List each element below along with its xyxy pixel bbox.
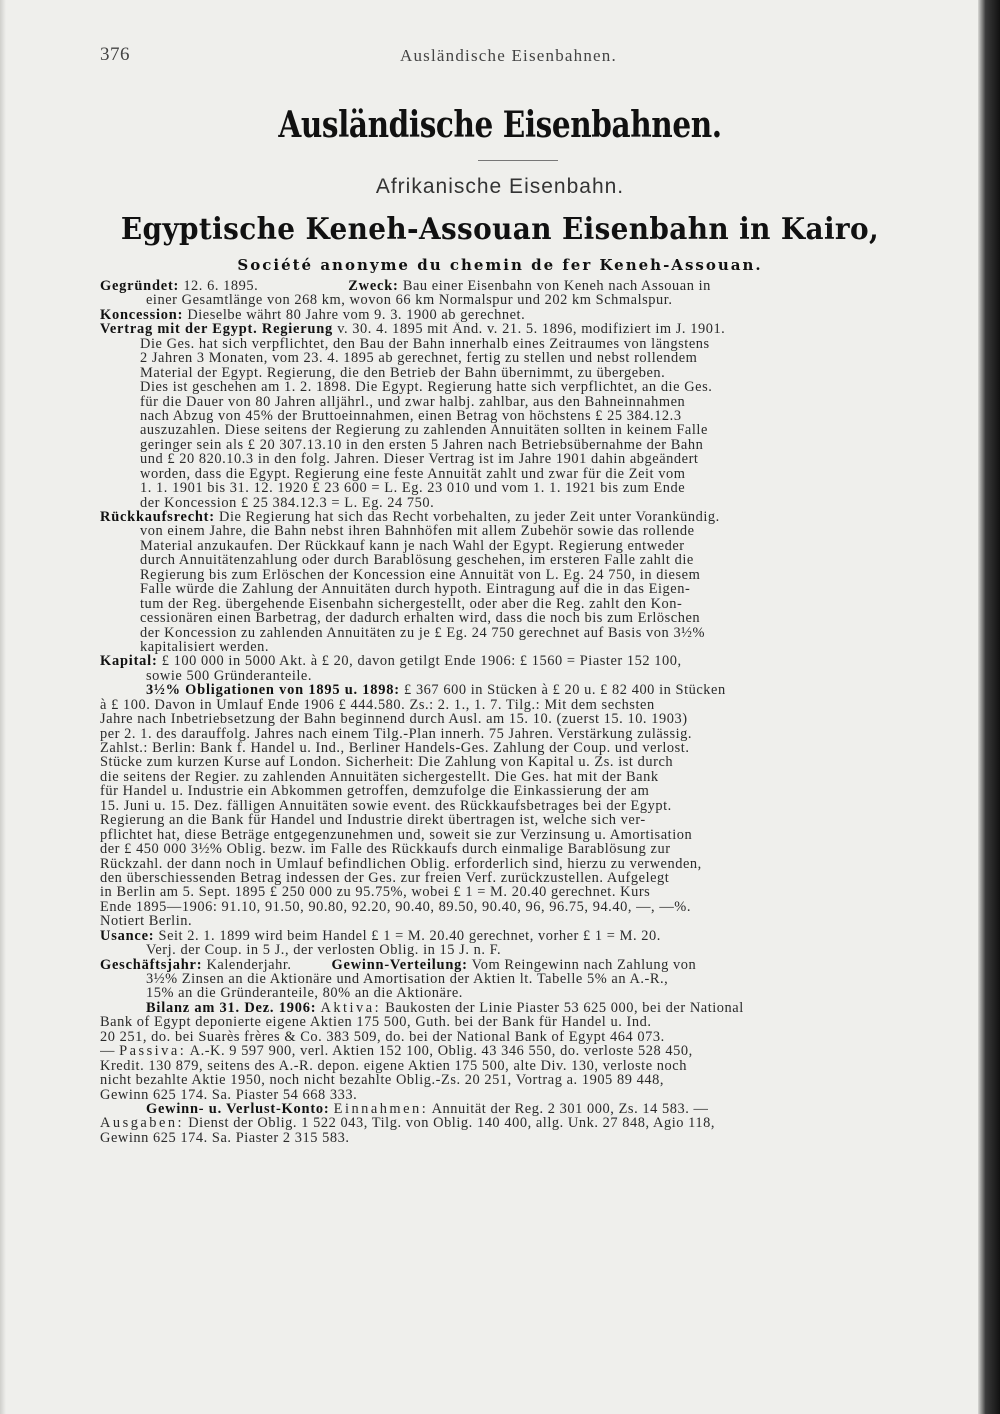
text-line: Falle würde die Zahlung der Annuitäten durch hypoth. Eintragung auf die in das Eigen- — [140, 582, 691, 597]
text-line: — Passiva: A.-K. 9 597 900, verl. Aktien 152 100, Oblig. 43 346 550, do. verloste 528 450, — [100, 1044, 693, 1059]
text-line: Usance: Seit 2. 1. 1899 wird beim Handel £ 1 = M. 20.40 gerechnet, vorher £ 1 = M. 20. — [100, 928, 661, 944]
text-line: durch Annuitätenzahlung oder durch Barablösung geschehen, im ersteren Falle zahlt die — [140, 553, 694, 568]
text-line: Ausgaben: Dienst der Oblig. 1 522 043, Tilg. von Oblig. 140 400, allg. Unk. 27 848, Agio 118, — [100, 1116, 716, 1131]
text-line: Jahre nach Inbetriebsetzung der Bahn beginnend durch Ausl. am 15. 10. (zuerst 15. 10. 1903) — [100, 712, 688, 727]
label-ausgaben: Ausgaben: — [100, 1116, 185, 1131]
text-line: tum der Reg. übergehende Eisenbahn sichergestellt, oder aber die Reg. zahlt den Kon- — [140, 596, 683, 612]
text-line: den überschiessenden Betrag indessen der Ges. zur freien Verf. zurückzustellen. Aufgelegt — [100, 870, 670, 886]
text-line: für Handel u. Industrie ein Abkommen getroffen, demzufolge die Einkassierung der am — [100, 784, 650, 799]
label-gewinn-verteilung: Gewinn-Verteilung: — [331, 957, 468, 972]
label-rueckkaufsrecht: Rückkaufsrecht: — [100, 510, 215, 525]
text-line: 15% an die Gründeranteile, 80% an die Aktionäre. — [146, 986, 463, 1001]
label-passiva: Passiva: — [119, 1044, 187, 1059]
label-gv-konto: Gewinn- u. Verlust-Konto: — [146, 1101, 330, 1117]
text-line: 1. 1. 1901 bis 31. 12. 1920 £ 23 600 = L. Eg. 23 010 und vom 1. 1. 1921 bis zum Ende — [140, 481, 686, 496]
text-line: Ende 1895—1906: 91.10, 91.50, 90.80, 92.20, 90.40, 89.50, 90.40, 96, 96.75, 94.40, —, —%. — [100, 899, 691, 915]
text-line: in Berlin am 5. Sept. 1895 £ 250 000 zu 95.75%, wobei £ 1 = M. 20.40 gerechnet. Kurs — [100, 885, 651, 900]
text-line: Regierung an die Bank für Handel und Industrie direkt übertragen ist, welche sich ver- — [100, 813, 646, 828]
text-line: pflichtet hat, diese Beträge entgegenzunehmen und, soweit sie zur Verzinsung u. Amortisation — [100, 827, 693, 843]
text-line: Koncession: Dieselbe währt 80 Jahre vom 9. 3. 1900 ab gerechnet. — [100, 307, 526, 323]
text-line: Dies ist geschehen am 1. 2. 1898. Die Egypt. Regierung hatte sich verpflichtet, an die Ges. — [140, 380, 713, 395]
text-line: Stücke zum kurzen Kurse auf London. Sicherheit: Die Zahlung von Kapital u. Zs. ist durch — [100, 755, 674, 770]
label-obligationen: 3½% Obligationen von 1895 u. 1898: — [146, 683, 400, 698]
text-line: geringer sein als £ 20 307.13.10 in den ersten 5 Jahren nach Betriebsübernahme der Bahn — [140, 437, 704, 453]
text-line: Gewinn 625 174. Sa. Piaster 54 668 333. — [100, 1087, 358, 1102]
text-line: 20 251, do. bei Suarès frères & Co. 383 509, do. bei der National Bank of Egypt 464 073. — [100, 1029, 665, 1045]
text-line: Bilanz am 31. Dez. 1906: Aktiva: Baukosten der Linie Piaster 53 625 000, bei der National — [146, 1000, 744, 1016]
text-line: Material anzukaufen. Der Rückkauf kann je nach Wahl der Egypt. Regierung entweder — [140, 538, 685, 554]
text-line: Kredit. 130 879, seitens des A.-R. depon. eigene Aktien 175 500, alte Div. 130, verloste noch — [100, 1058, 687, 1074]
page-edge-right — [978, 0, 1000, 1414]
label-aktiva: Aktiva: — [320, 1000, 382, 1016]
label-geschaeftsjahr: Geschäftsjahr: — [100, 957, 203, 972]
text-line: einer Gesamtlänge von 268 km, wovon 66 km Normalspur und 202 km Schmalspur. — [146, 293, 673, 308]
text-line: nicht bezahlte Aktie 1950, noch nicht bezahlte Oblig.-Zs. 20 251, Vortrag a. 1905 89 448, — [100, 1073, 664, 1088]
text-line: Rückkaufsrecht: Die Regierung hat sich das Recht vorbehalten, zu jeder Zeit unter Vorankündig. — [100, 510, 720, 525]
text-line: von einem Jahre, die Bahn nebst ihren Bahnhöfen mit allem Zubehör sowie das rollende — [140, 524, 695, 539]
label-gegruendet: Gegründet: — [100, 279, 180, 294]
title-divider — [478, 160, 558, 161]
text-line: Gewinn 625 174. Sa. Piaster 2 315 583. — [100, 1130, 350, 1146]
text-line: Kapital: £ 100 000 in 5000 Akt. à £ 20, davon getilgt Ende 1906: £ 1560 = Piaster 152 100, — [100, 654, 682, 669]
label-zweck: Zweck: — [348, 279, 399, 294]
text-line: für die Dauer von 80 Jahren alljährl., und zwar halbj. zahlbar, aus den Bahneinnahmen — [140, 394, 686, 409]
company-subtitle: Société anonyme du chemin de fer Keneh-Assouan. — [237, 256, 763, 274]
text-line: kapitalisiert werden. — [140, 639, 270, 655]
text-line: worden, dass die Egypt. Regierung eine feste Annuität zahlt und zwar für die Zeit vom — [140, 466, 686, 482]
text-line: Verj. der Coup. in 5 J., der verlosten Oblig. in 15 J. n. F. — [146, 943, 502, 958]
page-number: 376 — [100, 44, 130, 65]
text-line: Material der Egypt. Regierung, die den Betrieb der Bahn übernimmt, zu übergeben. — [140, 365, 666, 381]
text-line: cessionären einen Barbetrag, der dadurch erhalten wird, dass die noch bis zum Erlöschen — [140, 611, 701, 626]
text-line: nach Abzug von 45% der Bruttoeinnahmen, einen Betrag von höchstens £ 25 384.12.3 — [140, 408, 682, 424]
text-line: 2 Jahren 3 Monaten, vom 23. 4. 1895 ab gerechnet, fertig zu stellen und nebst rollendem — [140, 351, 698, 366]
text-line: Gegründet: 12. 6. 1895. Zweck: Bau einer Eisenbahn von Keneh nach Assouan in — [100, 279, 711, 294]
text-line: 3½% Obligationen von 1895 u. 1898: £ 367 600 in Stücken à £ 20 u. £ 82 400 in Stücken — [146, 683, 726, 698]
text-line: die seitens der Regier. zu zahlenden Annuitäten sichergestellt. Die Ges. hat mit der Bank — [100, 769, 659, 785]
text-line: Rückzahl. der dann noch in Umlauf befindlichen Oblig. erforderlich sind, hierzu zu verwenden, — [100, 856, 702, 871]
label-vertrag: Vertrag mit der Egypt. Regierung — [100, 322, 334, 337]
page-edge-left — [0, 0, 6, 1414]
text-line: Die Ges. hat sich verpflichtet, den Bau der Bahn innerhalb eines Zeitraumes von längstens — [140, 336, 710, 352]
text-line: sowie 500 Gründeranteile. — [146, 668, 313, 684]
text-line: Zahlst.: Berlin: Bank f. Handel u. Ind., Berliner Handels-Ges. Zahlung der Coup. und verlost. — [100, 741, 690, 756]
text-line: der £ 450 000 3½% Oblig. bezw. im Falle des Rückkaufs durch einmalige Barablösung zur — [100, 842, 671, 857]
label-kapital: Kapital: — [100, 654, 158, 669]
running-header — [100, 44, 900, 68]
label-bilanz: Bilanz am 31. Dez. 1906: — [146, 1000, 317, 1016]
section-title: Afrikanische Eisenbahn. — [375, 175, 625, 198]
label-koncession: Koncession: — [100, 307, 184, 323]
text-line: Gewinn- u. Verlust-Konto: Einnahmen: Annuität der Reg. 2 301 000, Zs. 14 583. — — [146, 1101, 709, 1117]
text-line: und £ 20 820.10.3 in den folg. Jahren. Dieser Vertrag ist im Jahre 1901 dahin abgeändert — [140, 452, 699, 467]
label-usance: Usance: — [100, 928, 155, 944]
text-line: à £ 100. Davon in Umlauf Ende 1906 £ 444.580. Zs.: 2. 1., 1. 7. Tilg.: Mit dem sechsten — [100, 697, 655, 713]
label-einnahmen: Einnahmen: — [333, 1101, 429, 1117]
text-line: Geschäftsjahr: Kalenderjahr. Gewinn-Verteilung: Vom Reingewinn nach Zahlung von — [100, 957, 697, 972]
text-line: auszuzahlen. Diese seitens der Regierung zu zahlenden Annuitäten sollten in keinem Falle — [140, 423, 708, 438]
text-line: per 2. 1. des darauffolg. Jahres nach einem Tilg.-Plan innerh. 75 Jahren. Verstärkung zulässig. — [100, 726, 693, 741]
text-line: 3½% Zinsen an die Aktionäre und Amortisation der Aktien lt. Tabelle 5% an A.-R., — [146, 972, 669, 987]
running-title: Ausländische Eisenbahnen. — [400, 46, 617, 65]
text-line: Bank of Egypt deponierte eigene Aktien 175 500, Guth. bei der Bank für Handel u. Ind. — [100, 1015, 652, 1030]
text-line: 15. Juni u. 15. Dez. fälligen Annuitäten sowie event. des Rückkaufsbetrages bei der Egypt. — [100, 798, 672, 814]
text-line: der Koncession zu zahlenden Annuitäten zu je £ Eg. 24 750 gerechnet auf Basis von 3½% — [140, 625, 706, 640]
body-text — [100, 279, 938, 1145]
company-title: Egyptische Keneh-Assouan Eisenbahn in Kairo, — [120, 212, 880, 247]
text-line: Vertrag mit der Egypt. Regierung v. 30. 4. 1895 mit Änd. v. 21. 5. 1896, modifiziert im J. 1901. — [100, 322, 726, 337]
text-line: Regierung bis zum Erlöschen der Koncession eine Annuität von L. Eg. 24 750, in diesem — [140, 567, 701, 583]
text-line: der Koncession £ 25 384.12.3 = L. Eg. 24 750. — [140, 495, 435, 510]
text-line: Notiert Berlin. — [100, 914, 193, 929]
main-title: Ausländische Eisenbahnen. — [278, 104, 722, 146]
